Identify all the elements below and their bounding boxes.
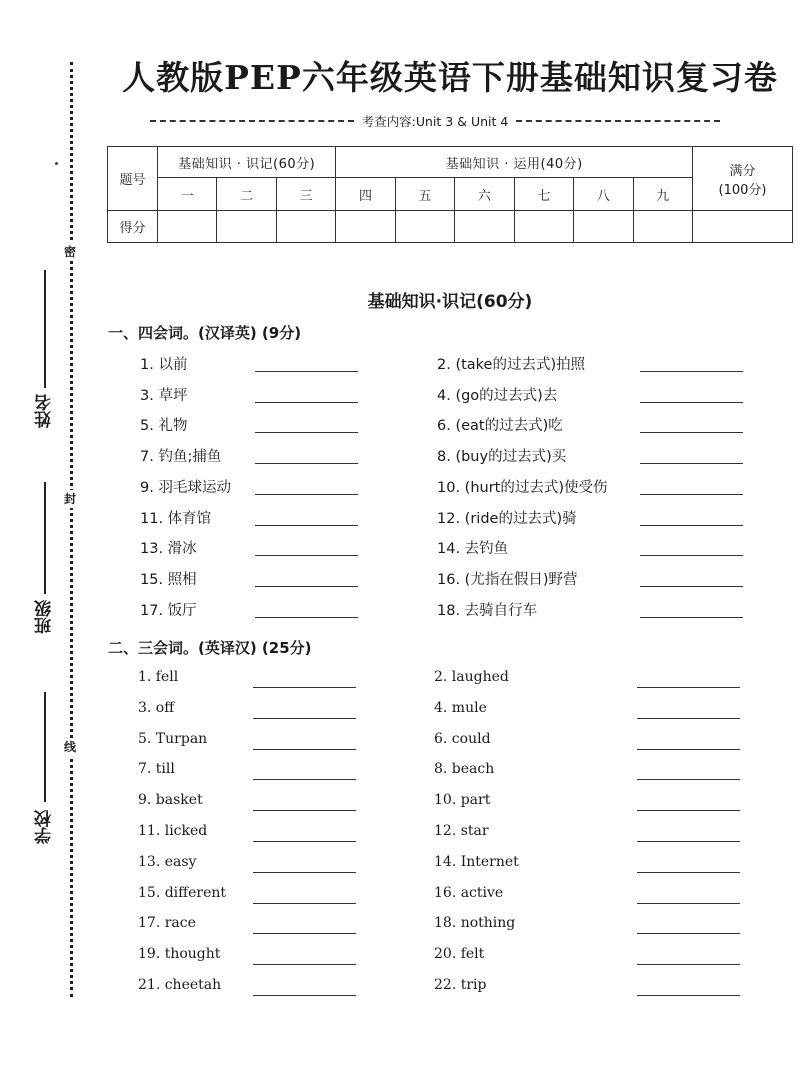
answer-blank[interactable] [253, 933, 356, 934]
score-cell[interactable] [336, 211, 395, 243]
vocab-item: 3. 草坪 [140, 387, 188, 404]
vocab-item: 6. (eat的过去式)吃 [437, 418, 563, 435]
answer-blank[interactable] [637, 779, 740, 780]
answer-blank[interactable] [640, 617, 743, 618]
score-cell[interactable] [633, 211, 693, 243]
answer-blank[interactable] [637, 749, 740, 750]
question-number: 八 [574, 178, 633, 211]
full-score-cell [693, 147, 793, 211]
answer-blank[interactable] [640, 402, 743, 403]
decorative-line-left [150, 120, 354, 122]
vocab-item: 20. felt [434, 946, 485, 963]
answer-blank[interactable] [253, 872, 356, 873]
vocab-item: 10. (hurt的过去式)使受伤 [437, 479, 608, 496]
answer-blank[interactable] [255, 402, 358, 403]
score-cell[interactable] [455, 211, 514, 243]
question-number: 一 [158, 178, 217, 211]
vocab-item: 1. 以前 [140, 357, 188, 373]
section-title: 基础知识·识记(60分) [367, 292, 533, 312]
vocab-item: 17. 饭厅 [140, 602, 197, 619]
name-field [30, 270, 60, 440]
answer-blank[interactable] [640, 586, 743, 587]
answer-blank[interactable] [255, 617, 358, 618]
score-cell[interactable] [158, 211, 217, 243]
binding-dotted-line [70, 62, 73, 997]
vocab-item: 6. could [434, 730, 491, 747]
class-label: 班级 [35, 600, 55, 634]
question-number: 七 [514, 178, 573, 211]
vocab-item: 15. different [138, 884, 227, 901]
vocab-item: 21. cheetah [138, 977, 222, 993]
answer-blank[interactable] [637, 903, 740, 904]
answer-blank[interactable] [253, 779, 356, 780]
vocab-item: 8. (buy的过去式)买 [437, 449, 567, 466]
vocab-item: 16. active [434, 884, 504, 901]
vocab-item: 17. race [138, 915, 196, 932]
answer-blank[interactable] [637, 995, 740, 996]
answer-blank[interactable] [253, 687, 356, 688]
vocab-item: 11. 体育馆 [140, 510, 212, 527]
vocab-item: 4. (go的过去式)去 [437, 387, 558, 404]
answer-blank[interactable] [637, 841, 740, 842]
total-score-cell[interactable] [693, 211, 793, 243]
decorative-line-right [516, 120, 720, 122]
part2-heading: 二、三会词。(英译汉) (25分) [108, 639, 312, 657]
school-field [30, 692, 60, 862]
vocab-item: 1. fell [138, 669, 179, 685]
answer-blank[interactable] [253, 903, 356, 904]
binding-char-xian: 线 [64, 740, 77, 754]
answer-blank[interactable] [255, 494, 358, 495]
vocab-item: 13. 滑冰 [140, 541, 197, 558]
answer-blank[interactable] [255, 432, 358, 433]
score-table [107, 146, 793, 243]
name-blank[interactable] [44, 270, 46, 388]
vocab-item: 10. part [434, 792, 491, 809]
answer-blank[interactable] [255, 525, 358, 526]
subtitle: 考查内容:Unit 3 & Unit 4 [361, 114, 509, 129]
question-number: 二 [217, 178, 276, 211]
full-score-label: 满分 [729, 163, 756, 179]
vocab-item: 9. 羽毛球运动 [140, 479, 231, 496]
vocab-item: 22. trip [434, 977, 487, 993]
answer-blank[interactable] [253, 841, 356, 842]
question-number: 四 [336, 178, 395, 211]
answer-blank[interactable] [640, 525, 743, 526]
score-cell[interactable] [514, 211, 573, 243]
binding-char-feng: 封 [64, 492, 77, 506]
question-number-header: 题号 [108, 147, 158, 211]
school-blank[interactable] [44, 692, 46, 802]
score-row-header: 得分 [108, 211, 158, 243]
answer-blank[interactable] [637, 933, 740, 934]
vocab-item: 8. beach [434, 761, 495, 778]
question-number: 六 [455, 178, 514, 211]
name-label: 姓名 [35, 394, 55, 428]
vocab-item: 13. easy [138, 853, 197, 870]
question-number: 三 [276, 178, 335, 211]
vocab-item: 7. till [138, 761, 175, 778]
answer-blank[interactable] [637, 810, 740, 811]
vocab-item: 14. 去钓鱼 [437, 541, 509, 558]
question-number: 五 [395, 178, 454, 211]
answer-blank[interactable] [255, 371, 358, 372]
class-blank[interactable] [44, 482, 46, 594]
vocab-item: 5. 礼物 [140, 418, 188, 435]
question-number: 九 [633, 178, 693, 211]
vocab-item: 18. 去骑自行车 [437, 602, 538, 619]
score-cell[interactable] [217, 211, 276, 243]
answer-blank[interactable] [640, 555, 743, 556]
vocab-item: 5. Turpan [138, 730, 208, 747]
vocab-item: 14. Internet [434, 853, 519, 870]
score-cell[interactable] [574, 211, 633, 243]
binding-char-mi: 密 [64, 245, 77, 259]
vocab-item: 11. licked [138, 823, 208, 839]
vocab-item: 16. (尤指在假日)野营 [437, 571, 578, 588]
answer-blank[interactable] [253, 718, 356, 719]
vocab-item: 19. thought [138, 946, 221, 963]
school-label: 学校 [35, 810, 55, 844]
score-cell[interactable] [276, 211, 335, 243]
group-header-recall: 基础知识 · 识记(60分) [158, 147, 336, 178]
vocab-item: 4. mule [434, 699, 487, 716]
answer-blank[interactable] [253, 810, 356, 811]
subtitle-row [150, 112, 720, 130]
full-score-value: (100分) [718, 182, 767, 198]
vocab-item: 15. 照相 [140, 571, 197, 588]
answer-blank[interactable] [640, 463, 743, 464]
answer-blank[interactable] [255, 463, 358, 464]
group-header-apply: 基础知识 · 运用(40分) [336, 147, 693, 178]
vocab-item: 18. nothing [434, 915, 516, 932]
vocab-item: 3. off [138, 699, 175, 716]
answer-blank[interactable] [255, 555, 358, 556]
answer-blank[interactable] [637, 687, 740, 688]
answer-blank[interactable] [637, 718, 740, 719]
answer-blank[interactable] [253, 995, 356, 996]
page-title: 人教版PEP六年级英语下册基础知识复习卷 [122, 58, 778, 97]
part1-heading: 一、四会词。(汉译英) (9分) [108, 324, 302, 342]
vocab-item: 2. laughed [434, 669, 509, 685]
vocab-item: 9. basket [138, 792, 203, 809]
vocab-item: 2. (take的过去式)拍照 [437, 357, 586, 373]
answer-blank[interactable] [640, 371, 743, 372]
answer-blank[interactable] [253, 749, 356, 750]
answer-blank[interactable] [637, 872, 740, 873]
stray-dot [55, 162, 58, 165]
answer-blank[interactable] [255, 586, 358, 587]
answer-blank[interactable] [640, 432, 743, 433]
answer-blank[interactable] [640, 494, 743, 495]
vocab-item: 12. (ride的过去式)骑 [437, 510, 577, 527]
vocab-item: 7. 钓鱼;捕鱼 [140, 449, 222, 466]
answer-blank[interactable] [253, 964, 356, 965]
score-cell[interactable] [395, 211, 454, 243]
vocab-item: 12. star [434, 823, 489, 839]
class-field [30, 482, 60, 652]
answer-blank[interactable] [637, 964, 740, 965]
